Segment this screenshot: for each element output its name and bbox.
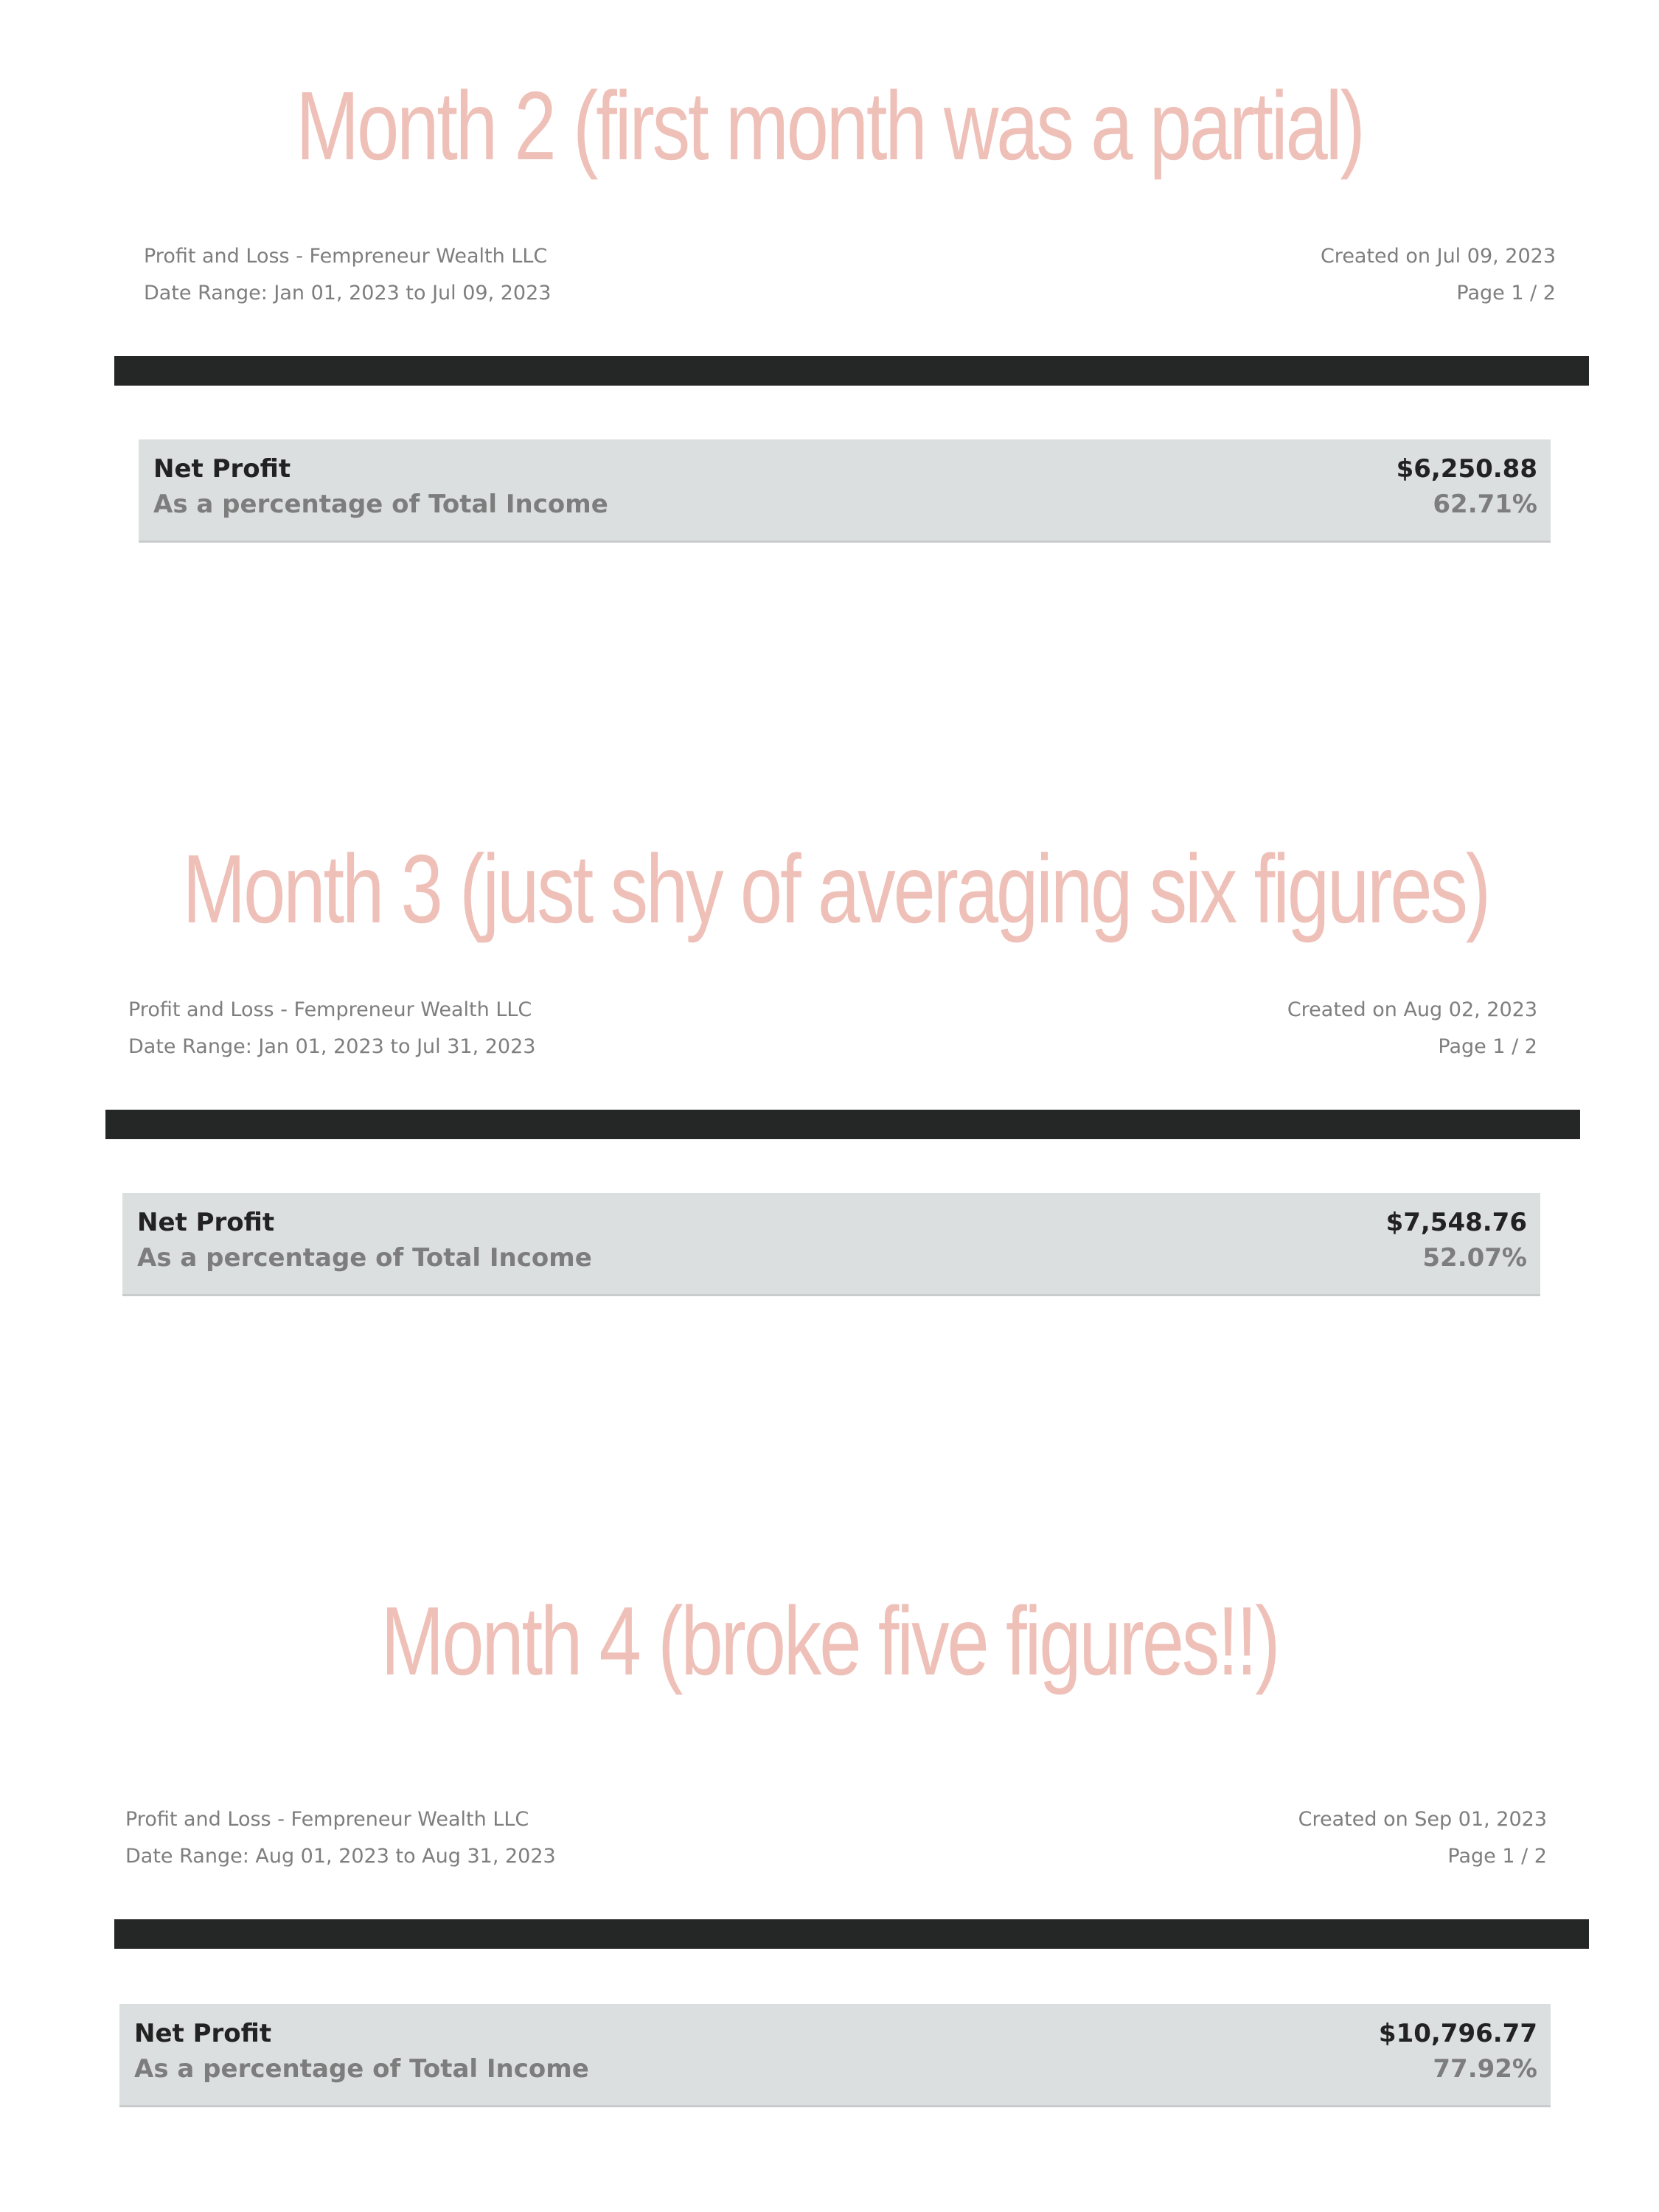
page-indicator: Page 1 / 2	[1438, 1035, 1537, 1058]
header-divider-bar	[114, 356, 1589, 386]
percentage-label: As a percentage of Total Income	[137, 1243, 592, 1273]
header-divider-bar	[105, 1110, 1580, 1139]
net-profit-summary	[139, 439, 1551, 543]
percentage-label: As a percentage of Total Income	[134, 2054, 589, 2084]
net-profit-label: Net Profit	[137, 1208, 275, 1237]
page-indicator: Page 1 / 2	[1447, 1845, 1547, 1868]
percentage-label: As a percentage of Total Income	[153, 490, 608, 519]
report-meta-right-month-4	[1298, 1801, 1547, 1875]
report-meta-left-month-3	[128, 992, 535, 1065]
net-profit-summary	[119, 2004, 1551, 2107]
percentage-value: 62.71%	[1433, 490, 1537, 519]
section-heading-month-3: Month 3 (just shy of averaging six figures)	[182, 835, 1489, 943]
date-range: Date Range: Jan 01, 2023 to Jul 09, 2023	[144, 282, 552, 305]
net-profit-value: $7,548.76	[1385, 1208, 1527, 1237]
percentage-value: 77.92%	[1433, 2054, 1537, 2084]
report-meta-left-month-2	[144, 238, 551, 312]
net-profit-label: Net Profit	[134, 2019, 272, 2048]
report-meta-right-month-3	[1287, 992, 1537, 1065]
report-meta-right-month-2	[1321, 238, 1556, 312]
net-profit-value: $10,796.77	[1378, 2019, 1537, 2048]
date-range: Date Range: Aug 01, 2023 to Aug 31, 2023	[125, 1845, 556, 1868]
report-title: Profit and Loss - Fempreneur Wealth LLC	[144, 245, 548, 268]
page-indicator: Page 1 / 2	[1456, 282, 1556, 305]
date-range: Date Range: Jan 01, 2023 to Jul 31, 2023	[128, 1035, 536, 1058]
created-on: Created on Sep 01, 2023	[1298, 1808, 1547, 1831]
net-profit-label: Net Profit	[153, 454, 291, 484]
created-on: Created on Jul 09, 2023	[1320, 245, 1556, 268]
net-profit-value: $6,250.88	[1396, 454, 1537, 484]
report-title: Profit and Loss - Fempreneur Wealth LLC	[125, 1808, 529, 1831]
report-meta-left-month-4	[125, 1801, 556, 1875]
created-on: Created on Aug 02, 2023	[1287, 998, 1537, 1021]
section-heading-month-2: Month 2 (first month was a partial)	[296, 72, 1363, 180]
header-divider-bar	[114, 1919, 1589, 1949]
section-heading-month-4: Month 4 (broke five figures!!)	[380, 1587, 1279, 1695]
net-profit-summary	[122, 1193, 1540, 1296]
report-title: Profit and Loss - Fempreneur Wealth LLC	[128, 998, 532, 1021]
percentage-value: 52.07%	[1422, 1243, 1527, 1273]
